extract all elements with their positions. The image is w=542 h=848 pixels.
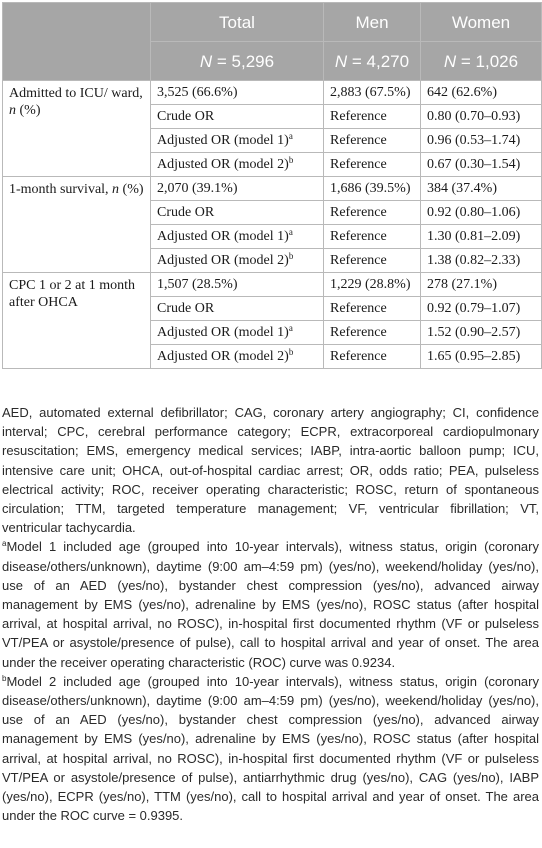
- women-cell: 0.96 (0.53–1.74): [421, 129, 542, 153]
- header-n-women: N = 1,026: [421, 42, 542, 81]
- total-cell: Adjusted OR (model 1)$^a$: [151, 225, 324, 249]
- total-cell: Adjusted OR (model 2)$^b$: [151, 345, 324, 369]
- total-cell: 2,070 (39.1%): [151, 177, 324, 201]
- footnote-marker: b: [288, 251, 294, 261]
- women-cell: 0.67 (0.30–1.54): [421, 153, 542, 177]
- men-cell: 1,686 (39.5%): [324, 177, 421, 201]
- women-cell: 642 (62.6%): [421, 81, 542, 105]
- men-cell: Reference: [324, 249, 421, 273]
- footnote-marker: a: [288, 323, 293, 333]
- men-cell: Reference: [324, 201, 421, 225]
- total-cell: 3,525 (66.6%): [151, 81, 324, 105]
- footnote-b-mark: b: [2, 673, 7, 683]
- footnote-marker: b: [288, 155, 294, 165]
- footnote-marker: a: [288, 227, 293, 237]
- men-cell: Reference: [324, 105, 421, 129]
- footnote-b: $^b$Model 2 included age (grouped into 10-year intervals), witness status, origin (coronary disease/others/unknown), daytime (9:00 am–4:59 pm) (yes/no), weekend/holiday (yes/no), use of an AED (yes/no), bystander chest compression (yes/no), advanced airway management by EMS (yes/no), adrenaline by EMS (yes/no), ROSC status (after hospital arrival, at hospital arrival, no ROSC), in-hospital first documented rhythm (VF or pulseless VT/PEA or asystole/presence of pulse), antiarrhythmic drug (yes/no), CAG (yes/no), IABP (yes/no), ECPR (yes/no), TTM (yes/no), call to hospital arrival and year of onset. The area under the ROC curve = 0.9395.: [2, 673, 539, 824]
- women-cell: 384 (37.4%): [421, 177, 542, 201]
- total-cell: Crude OR: [151, 297, 324, 321]
- footnote-a: $^a$Model 1 included age (grouped into 10-year intervals), witness status, origin (coronary disease/others/unknown), daytime (9:00 am–4:59 pm) (yes/no), weekend/holiday (yes/no), use of an AED (yes/no), bystander chest compression (yes/no), advanced airway management by EMS (yes/no), adrenaline by EMS (yes/no), ROSC status (after hospital arrival, at hospital arrival, no ROSC), in-hospital first documented rhythm (VF or pulseless VT/PEA or asystole/presence of pulse), call to hospital arrival and year of onset. The area under the receiver operating characteristic (ROC) curve was 0.9234.: [2, 539, 539, 670]
- women-cell: 1.52 (0.90–2.57): [421, 321, 542, 345]
- women-cell: 0.80 (0.70–0.93): [421, 105, 542, 129]
- men-cell: Reference: [324, 225, 421, 249]
- table-row: [3, 273, 542, 297]
- men-cell: Reference: [324, 129, 421, 153]
- women-cell: 0.92 (0.79–1.07): [421, 297, 542, 321]
- total-cell: 1,507 (28.5%): [151, 273, 324, 297]
- table-notes: [2, 403, 539, 825]
- header-total: Total: [151, 3, 324, 42]
- header-blank-cell: [3, 3, 151, 81]
- outcome-label: CPC 1 or 2 at 1 month after OHCA: [3, 273, 151, 369]
- outcome-label: 1-month survival, n (%): [3, 177, 151, 273]
- men-cell: Reference: [324, 153, 421, 177]
- total-cell: Adjusted OR (model 2)$^b$: [151, 153, 324, 177]
- men-cell: Reference: [324, 321, 421, 345]
- men-cell: Reference: [324, 297, 421, 321]
- men-cell: Reference: [324, 345, 421, 369]
- women-cell: 278 (27.1%): [421, 273, 542, 297]
- footnote-marker: b: [288, 347, 294, 357]
- total-cell: Crude OR: [151, 201, 324, 225]
- women-cell: 1.38 (0.82–2.33): [421, 249, 542, 273]
- header-n-men: N = 4,270: [324, 42, 421, 81]
- women-cell: 1.30 (0.81–2.09): [421, 225, 542, 249]
- table-body: [3, 81, 542, 369]
- total-cell: Adjusted OR (model 1)$^a$: [151, 321, 324, 345]
- outcomes-table: [2, 2, 542, 369]
- header-n-total: N = 5,296: [151, 42, 324, 81]
- men-cell: 1,229 (28.8%): [324, 273, 421, 297]
- total-cell: Adjusted OR (model 1)$^a$: [151, 129, 324, 153]
- header-men: Men: [324, 3, 421, 42]
- table-row: [3, 81, 542, 105]
- women-cell: 1.65 (0.95–2.85): [421, 345, 542, 369]
- outcome-label: Admitted to ICU/ ward, n (%): [3, 81, 151, 177]
- footnote-a-mark: a: [2, 539, 7, 549]
- table-row: [3, 177, 542, 201]
- abbreviations-note: AED, automated external defibrillator; CAG, coronary artery angiography; CI, confidence interval; CPC, cerebral performance category; ECPR, extracorporeal cardiopulmonary resuscitation; EMS, emergency medical services; IABP, intra-aortic balloon pump; ICU, intensive care unit; OHCA, out-of-hospital cardiac arrest; OR, odds ratio; PEA, pulseless electrical activity; ROC, receiver operating characteristic; ROSC, return of spontaneous circulation; TTM, targeted temperature management; VF, ventricular fibrillation; VT, ventricular tachycardia.: [2, 405, 539, 536]
- total-cell: Adjusted OR (model 2)$^b$: [151, 249, 324, 273]
- women-cell: 0.92 (0.80–1.06): [421, 201, 542, 225]
- total-cell: Crude OR: [151, 105, 324, 129]
- footnote-marker: a: [288, 131, 293, 141]
- header-women: Women: [421, 3, 542, 42]
- men-cell: 2,883 (67.5%): [324, 81, 421, 105]
